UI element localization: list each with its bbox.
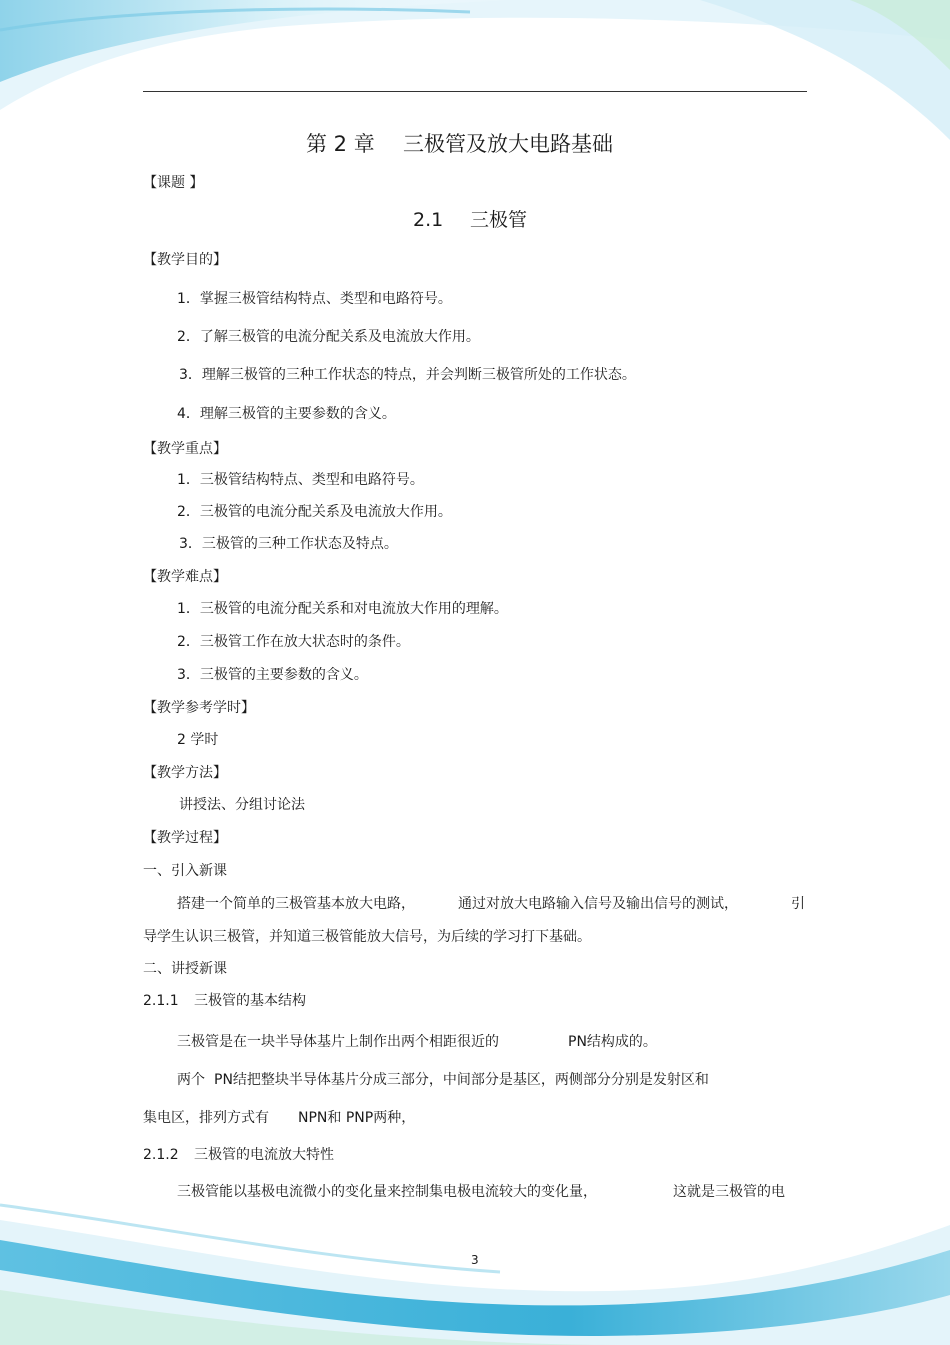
intro-paragraph: 引 — [791, 896, 805, 912]
key-point-item: 1．三极管结构特点、类型和电路符号。 — [177, 472, 424, 488]
new-lesson-heading: 二、讲授新课 — [143, 961, 227, 977]
body-paragraph: 三极管是在一块半导体基片上制作出两个相距很近的 — [177, 1034, 499, 1050]
methods-heading: 【教学方法】 — [143, 765, 227, 781]
topic-label: 【课题 】 — [143, 175, 204, 191]
subsection-number: 2.1.2 — [143, 1147, 179, 1163]
body-paragraph: 三极管能以基极电流微小的变化量来控制集电极电流较大的变化量， — [177, 1184, 597, 1200]
section-number: 2.1 — [413, 209, 444, 231]
difficulty-item: 1．三极管的电流分配关系和对电流放大作用的理解。 — [177, 601, 508, 617]
body-paragraph: 这就是三极管的电 — [673, 1184, 785, 1200]
chapter-number: 第 2 章 — [306, 132, 375, 156]
section-title: 三极管 — [470, 209, 528, 231]
page-number: 3 — [471, 1253, 479, 1267]
body-paragraph: NPN和 PNP两种， — [298, 1110, 416, 1126]
process-heading: 【教学过程】 — [143, 830, 227, 846]
body-paragraph: 两个 — [177, 1072, 205, 1088]
intro-paragraph: 搭建一个简单的三极管基本放大电路， — [177, 896, 415, 912]
objectives-heading: 【教学目的】 — [143, 252, 227, 268]
key-points-heading: 【教学重点】 — [143, 441, 227, 457]
difficulties-heading: 【教学难点】 — [143, 569, 227, 585]
objective-item: 4．理解三极管的主要参数的含义。 — [177, 406, 396, 422]
methods-value: 讲授法、分组讨论法 — [179, 797, 305, 813]
difficulty-item: 2．三极管工作在放大状态时的条件。 — [177, 634, 410, 650]
objective-item: 1．掌握三极管结构特点、类型和电路符号。 — [177, 291, 452, 307]
intro-paragraph: 通过对放大电路输入信号及输出信号的测试， — [458, 896, 738, 912]
chapter-title: 三极管及放大电路基础 — [403, 132, 613, 156]
subsection-title: 三极管的基本结构 — [194, 993, 306, 1009]
key-point-item: 3．三极管的三种工作状态及特点。 — [179, 536, 398, 552]
header-rule — [143, 91, 807, 92]
difficulty-item: 3．三极管的主要参数的含义。 — [177, 667, 368, 683]
body-paragraph: 集电区，排列方式有 — [143, 1110, 269, 1126]
hours-heading: 【教学参考学时】 — [143, 700, 255, 716]
intro-heading: 一、引入新课 — [143, 863, 227, 879]
subsection-title: 三极管的电流放大特性 — [194, 1147, 334, 1163]
body-paragraph: PN结把整块半导体基片分成三部分，中间部分是基区，两侧部分分别是发射区和 — [214, 1072, 709, 1088]
objective-item: 2．了解三极管的电流分配关系及电流放大作用。 — [177, 329, 480, 345]
objective-item: 3．理解三极管的三种工作状态的特点，并会判断三极管所处的工作状态。 — [179, 367, 636, 383]
intro-paragraph: 导学生认识三极管，并知道三极管能放大信号，为后续的学习打下基础。 — [143, 929, 591, 945]
hours-value: 2 学时 — [177, 732, 219, 748]
subsection-number: 2.1.1 — [143, 993, 179, 1009]
key-point-item: 2．三极管的电流分配关系及电流放大作用。 — [177, 504, 452, 520]
body-paragraph: PN结构成的。 — [568, 1034, 657, 1050]
